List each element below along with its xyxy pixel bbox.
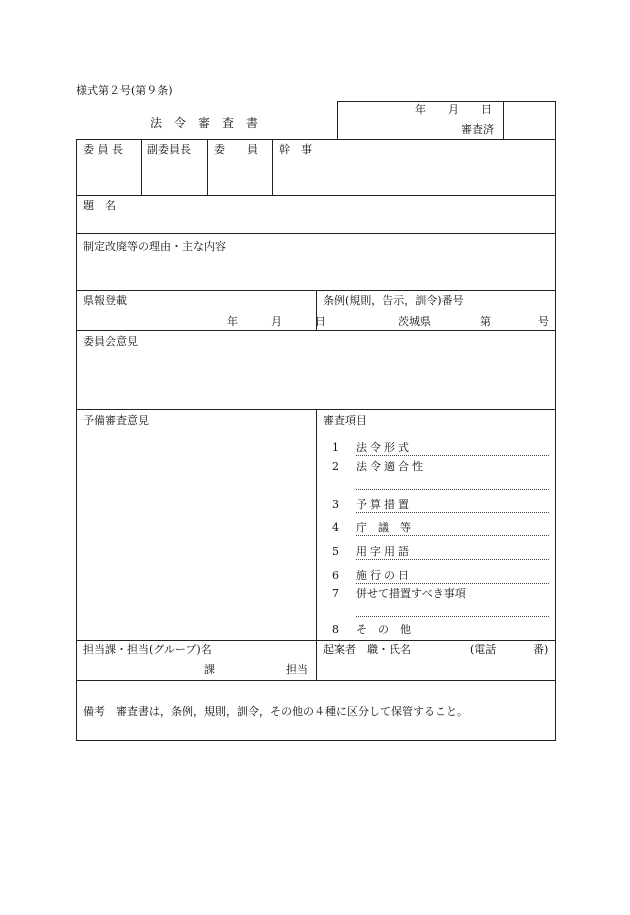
committee-chair-label: 委 員 長 xyxy=(83,143,123,156)
ordinance-go: 号 xyxy=(538,315,549,328)
section-tanto: 担当 xyxy=(286,663,308,676)
review-item-text: 法令形式 xyxy=(356,441,412,454)
review-item-line xyxy=(356,489,549,490)
review-item-number: 1 xyxy=(332,441,339,454)
rule-gazette-bottom xyxy=(76,330,556,331)
reviewed-label: 審査済 xyxy=(461,123,494,136)
review-item-text: 予算措置 xyxy=(356,498,412,511)
review-item-text: 法令適合性 xyxy=(356,460,426,473)
preliminary-opinion-label: 予備審査意見 xyxy=(83,414,149,427)
review-item-text: 用字用語 xyxy=(356,545,412,558)
review-item-number: 3 xyxy=(332,498,339,511)
form-number: 様式第２号(第９条) xyxy=(76,84,173,97)
drafter-phone-open: (電話 xyxy=(470,643,497,656)
rule-col-2 xyxy=(207,139,208,195)
gazette-date: 年 月 日 xyxy=(227,315,326,328)
rule-col-3 xyxy=(272,139,273,195)
section-label: 担当課・担当(グループ)名 xyxy=(83,643,212,656)
rule-subject-bottom xyxy=(76,233,556,234)
reason-label: 制定改廃等の理由・主な内容 xyxy=(83,240,226,253)
review-item-text: そ の 他 xyxy=(356,623,411,636)
rule-section-bottom xyxy=(76,680,556,681)
review-item-number: 2 xyxy=(332,460,339,473)
review-item-line xyxy=(356,455,549,456)
review-item-line xyxy=(356,535,549,536)
ordinance-number-label: 条例(規則，告示，訓令)番号 xyxy=(323,294,464,307)
rule-col-1 xyxy=(141,139,142,195)
committee-opinion-label: 委員会意見 xyxy=(83,335,138,348)
form-title: 法 令 審 査 書 xyxy=(150,116,259,130)
review-item-text: 併せて措置すべき事項 xyxy=(356,587,466,600)
review-item-number: 8 xyxy=(332,623,339,636)
review-date-label: 年 月 日 xyxy=(415,103,492,116)
review-item-number: 6 xyxy=(332,569,339,582)
review-item-line xyxy=(356,559,549,560)
committee-vice-chair-label: 副委員長 xyxy=(147,143,191,156)
drafter-label: 起案者 職・氏名 xyxy=(323,643,411,656)
section-ka: 課 xyxy=(204,663,215,676)
remarks: 備考 審査書は，条例，規則，訓令，その他の４種に区分して保管すること。 xyxy=(83,705,468,718)
review-item-line xyxy=(356,583,549,584)
review-date-divider xyxy=(503,101,504,140)
review-item-number: 7 xyxy=(332,587,339,600)
rule-committee-bottom xyxy=(76,195,556,196)
review-item-line xyxy=(356,512,549,513)
review-item-number: 5 xyxy=(332,545,339,558)
review-item-text: 庁 議 等 xyxy=(356,521,411,534)
rule-opinion-split xyxy=(316,409,317,680)
gazette-label: 県報登載 xyxy=(83,294,127,307)
committee-secretary-label: 幹 事 xyxy=(279,143,312,156)
review-item-text: 施行の日 xyxy=(356,569,412,582)
ordinance-dai: 第 xyxy=(480,315,491,328)
review-item-line xyxy=(356,616,549,617)
subject-label: 題 名 xyxy=(83,199,116,212)
committee-member-label: 委 員 xyxy=(214,143,258,156)
review-item-number: 4 xyxy=(332,521,339,534)
review-items-label: 審査項目 xyxy=(323,414,367,427)
drafter-phone-close: 番) xyxy=(533,643,549,656)
ordinance-prefecture: 茨城県 xyxy=(398,315,431,328)
